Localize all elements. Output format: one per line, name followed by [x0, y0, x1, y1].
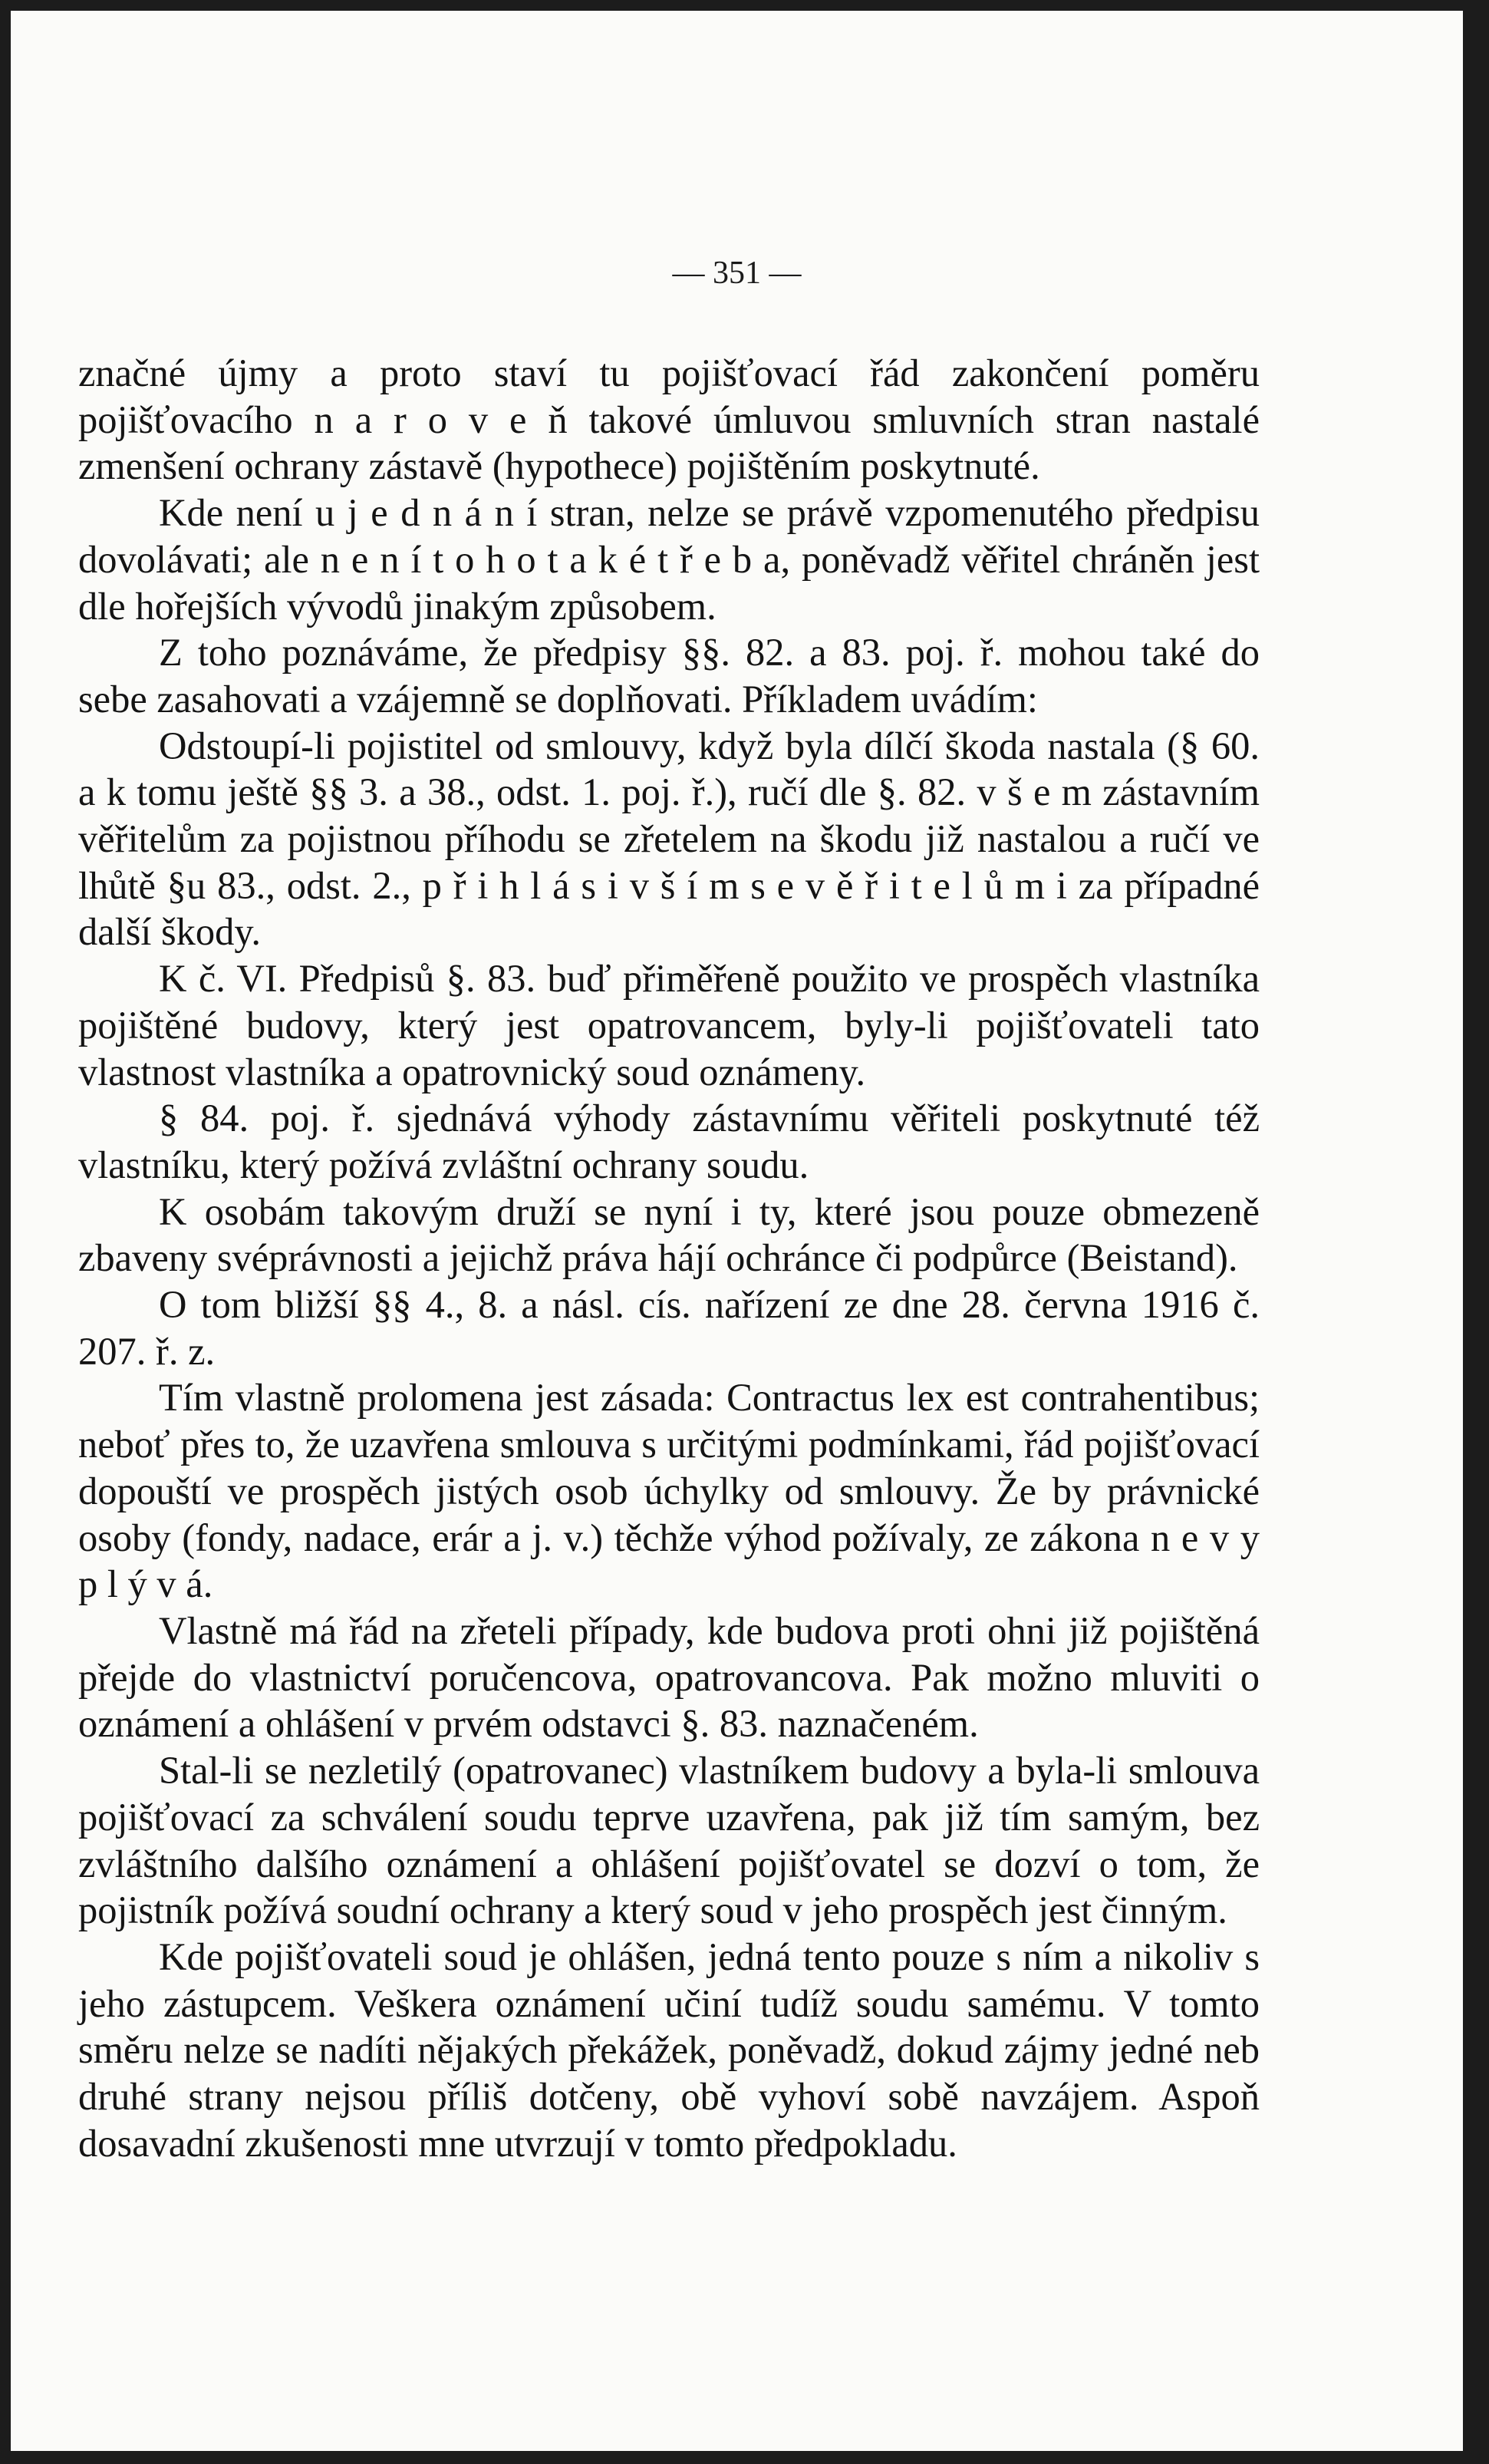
body-text — [78, 350, 1260, 2166]
paragraph-7: K osobám takovým druží se nyní i ty, které jsou pouze obmezeně zbaveny svéprávnosti a jejichž práva hájí ochránce či podpůrce (Beistand). — [78, 1189, 1260, 1280]
paragraph-5: K č. VI. Předpisů §. 83. buď přiměřeně použito ve prospěch vlastníka pojištěné budovy, který jest opatrovancem, byly-li pojišťovateli tato vlastnost vlastníka a opatrovnický soud oznámeny. — [78, 957, 1260, 1093]
paragraph-1: značné újmy a proto staví tu pojišťovací řád zakončení poměru pojišťovacího n a r o v e ň takové úmluvou smluvních stran nastalé zmenšení ochrany zástavě (hypothece) pojištěním poskytnuté. — [78, 351, 1260, 488]
paragraph-4: Odstoupí-li pojistitel od smlouvy, když byla dílčí škoda nastala (§ 60. a k tomu ještě §§ 3. a 38., odst. 1. poj. ř.), ručí dle §. 82. v š e m zástavním věřitelům za pojistnou příhodu se zřetelem na škodu již nastalou a ručí ve lhůtě §u 83., odst. 2., p ř i h l á s i v š í m s e v ě ř i t e l ů m i za případné další škody. — [78, 724, 1260, 954]
paragraph-9: Tím vlastně prolomena jest zásada: Contractus lex est contrahentibus; neboť přes to, že uzavřena smlouva s určitými podmínkami, řád pojišťovací dopouští ve prospěch jistých osob úchylky od smlouvy. Že by právnické osoby (fondy, nadace, erár a j. v.) těchže výhod požívaly, ze zákona n e v y p l ý v á. — [78, 1376, 1260, 1606]
paragraph-10: Vlastně má řád na zřeteli případy, kde budova proti ohni již pojištěná přejde do vlastnictví poručencova, opatrovancova. Pak možno mluviti o oznámení a ohlášení v prvém odstavci §. 83. naznačeném. — [78, 1608, 1260, 1746]
paragraph-11: Stal-li se nezletilý (opatrovanec) vlastníkem budovy a byla-li smlouva pojišťovací za schválení soudu teprve uzavřena, pak již tím samým, bez zvláštního dalšího oznámení a ohlášení pojišťovatel se dozví o tom, že pojistník požívá soudní ochrany a který soud v jeho prospěch jest činným. — [78, 1749, 1260, 1932]
paragraph-12: Kde pojišťovateli soud je ohlášen, jedná tento pouze s ním a nikoliv s jeho zástupcem. Veškera oznámení učiní tudíž soudu samému. V tomto směru nelze se nadíti nějakých překážek, poněvadž, dokud zájmy jedné neb druhé strany nejsou příliš dotčeny, obě vyhoví sobě navzájem. Aspoň dosavadní zkušenosti mne utvrzují v tomto předpokladu. — [78, 1935, 1260, 2165]
page-number: — 351 — — [672, 256, 802, 291]
paragraph-2: Kde není u j e d n á n í stran, nelze se právě vzpomenutého předpisu dovolávati; ale n e n í t o h o t a k é t ř e b a, poněvadž věřitel chráněn jest dle hořejších vývodů jinakým způsobem. — [78, 491, 1260, 628]
paragraph-8: O tom bližší §§ 4., 8. a násl. cís. nařízení ze dne 28. června 1916 č. 207. ř. z. — [78, 1283, 1260, 1373]
page-sheet — [11, 11, 1463, 2451]
paragraph-3: Z toho poznáváme, že předpisy §§. 82. a 83. poj. ř. mohou také do sebe zasahovati a vzájemně se doplňovati. Příkladem uvádím: — [78, 631, 1260, 721]
paragraph-6: § 84. poj. ř. sjednává výhody zástavnímu věřiteli poskytnuté též vlastníku, který požívá zvláštní ochrany soudu. — [78, 1097, 1260, 1186]
